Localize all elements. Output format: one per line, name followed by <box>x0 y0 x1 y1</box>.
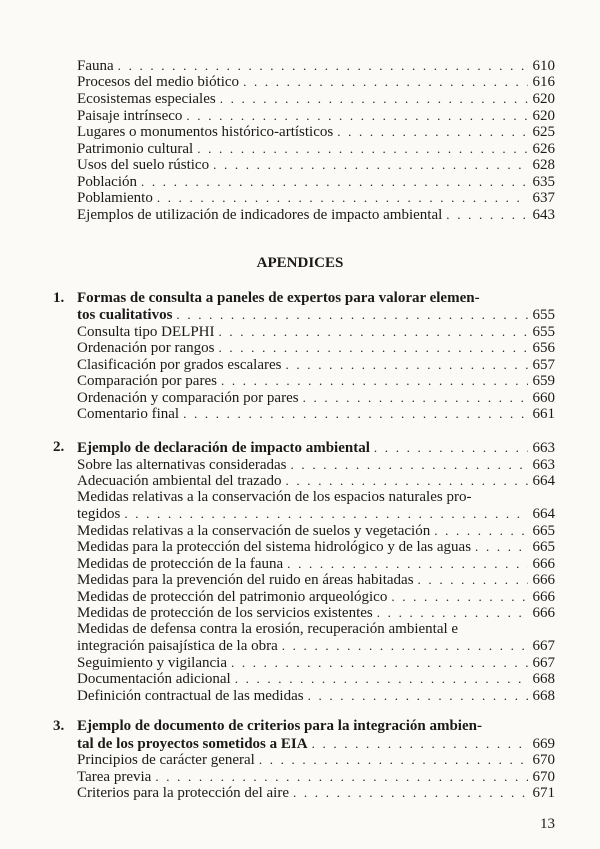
entry-title: Medidas para la protección del sistema hidrológico y de las aguas <box>77 539 472 555</box>
section-number: 2. <box>53 439 65 455</box>
entry-page: 668 <box>532 671 555 687</box>
toc-entry <box>77 784 555 801</box>
leader-dots <box>303 389 528 406</box>
entry-page: 667 <box>532 638 555 654</box>
entry-page: 663 <box>532 457 555 473</box>
toc-entry <box>77 173 555 190</box>
toc-entry <box>77 670 555 687</box>
entry-title: Ordenación por rangos <box>77 340 215 356</box>
entry-title: tos cualitativos <box>77 307 173 323</box>
entry-title: Medidas de protección de los servicios existentes <box>77 605 373 621</box>
entry-page: 663 <box>532 440 555 456</box>
toc-entry <box>77 339 555 356</box>
leader-dots <box>446 206 528 223</box>
entry-title: Comentario final <box>77 406 180 422</box>
toc-entry <box>77 687 555 704</box>
leader-dots <box>213 156 528 173</box>
entry-title: Lugares o monumentos histórico-artísticos <box>77 124 334 140</box>
leader-dots <box>231 654 528 671</box>
leader-dots <box>186 107 528 124</box>
entry-title: Sobre las alternativas consideradas <box>77 457 287 473</box>
leader-dots <box>391 588 528 605</box>
leader-dots <box>312 735 528 752</box>
entry-title: Procesos del medio biótico <box>77 74 240 90</box>
toc-entry <box>77 555 555 572</box>
entry-title: Ejemplos de utilización de indicadores de impacto ambiental <box>77 207 443 223</box>
toc-entry <box>77 206 555 223</box>
toc-entry <box>77 505 555 522</box>
entry-title: Ecosistemas especiales <box>77 91 216 107</box>
toc-entry <box>77 604 555 621</box>
entry-page: 657 <box>532 357 555 373</box>
entry-page: 661 <box>532 406 555 422</box>
leader-dots <box>286 472 529 489</box>
leader-dots <box>434 522 528 539</box>
wrapped-entry-line1: Medidas de defensa contra la erosión, recuperación ambiental e <box>77 621 459 637</box>
leader-dots <box>293 784 528 801</box>
leader-dots <box>286 356 529 373</box>
entry-title: Ordenación y comparación por pares <box>77 390 299 406</box>
entry-title: Clasificación por grados escalares <box>77 357 282 373</box>
entry-title: Definición contractual de las medidas <box>77 688 304 704</box>
leader-dots <box>377 604 528 621</box>
leader-dots <box>418 571 528 588</box>
toc-entry <box>77 323 555 340</box>
entry-title: Ejemplo de declaración de impacto ambiental <box>77 440 370 456</box>
entry-title: integración paisajística de la obra <box>77 638 278 654</box>
entry-page: 666 <box>532 605 555 621</box>
leader-dots <box>124 505 528 522</box>
leader-dots <box>220 90 528 107</box>
section-title-line1: Formas de consulta a paneles de expertos para valorar elemen- <box>77 290 480 306</box>
toc-entry <box>77 654 555 671</box>
entry-page: 610 <box>532 58 555 74</box>
entry-page: 620 <box>532 91 555 107</box>
leader-dots <box>197 140 528 157</box>
leader-dots <box>259 751 528 768</box>
leader-dots <box>287 555 528 572</box>
section-number: 3. <box>53 718 65 734</box>
toc-entry <box>77 140 555 157</box>
entry-title: Patrimonio cultural <box>77 141 194 157</box>
leader-dots <box>141 173 528 190</box>
entry-title: Tarea previa <box>77 769 152 785</box>
entry-page: 664 <box>532 473 555 489</box>
toc-entry <box>77 389 555 406</box>
entry-title: Medidas relativas a la conservación de suelos y vegetación <box>77 523 431 539</box>
entry-title: tal de los proyectos sometidos a EIA <box>77 736 308 752</box>
section-title-line1: Ejemplo de documento de criterios para la integración ambien- <box>77 718 482 734</box>
entry-title: Medidas para la prevención del ruido en áreas habitadas <box>77 572 414 588</box>
entry-page: 664 <box>532 506 555 522</box>
entry-page: 620 <box>532 108 555 124</box>
entry-page: 666 <box>532 572 555 588</box>
toc-entry <box>77 522 555 539</box>
wrapped-entry-line1: Medidas relativas a la conservación de los espacios naturales pro- <box>77 489 472 505</box>
entry-page: 670 <box>532 752 555 768</box>
toc-entry <box>77 538 555 555</box>
leader-dots <box>157 189 528 206</box>
entry-page: 667 <box>532 655 555 671</box>
entry-title: Principios de carácter general <box>77 752 255 768</box>
toc-entry <box>77 356 555 373</box>
leader-dots <box>374 439 528 456</box>
toc-entry <box>77 156 555 173</box>
section-number: 1. <box>53 290 65 306</box>
toc-entry <box>77 73 555 90</box>
leader-dots <box>219 323 529 340</box>
entry-title: Consulta tipo DELPHI <box>77 324 215 340</box>
toc-entry <box>77 472 555 489</box>
toc-entry <box>77 571 555 588</box>
entry-title: Paisaje intrínseco <box>77 108 183 124</box>
entry-title: Adecuación ambiental del trazado <box>77 473 282 489</box>
entry-title: Seguimiento y vigilancia <box>77 655 227 671</box>
entry-page: 659 <box>532 373 555 389</box>
toc-entry <box>77 57 555 74</box>
entry-page: 665 <box>532 523 555 539</box>
leader-dots <box>337 123 528 140</box>
entry-page: 656 <box>532 340 555 356</box>
entry-title: Poblamiento <box>77 190 153 206</box>
entry-page: 626 <box>532 141 555 157</box>
leader-dots <box>291 456 528 473</box>
entry-title: Medidas de protección del patrimonio arqueológico <box>77 589 388 605</box>
entry-page: 669 <box>532 736 555 752</box>
entry-page: 616 <box>532 74 555 90</box>
entry-page: 668 <box>532 688 555 704</box>
entry-title: Documentación adicional <box>77 671 231 687</box>
entry-page: 655 <box>532 324 555 340</box>
leader-dots <box>155 768 528 785</box>
toc-entry <box>77 123 555 140</box>
section-title <box>77 439 555 456</box>
leader-dots <box>235 670 528 687</box>
leader-dots <box>243 73 528 90</box>
toc-entry <box>77 189 555 206</box>
toc-entry <box>77 405 555 422</box>
leader-dots <box>475 538 528 555</box>
page-number: 13 <box>540 816 555 832</box>
toc-entry <box>77 107 555 124</box>
section-title-line2 <box>77 735 555 752</box>
entry-title: Fauna <box>77 58 114 74</box>
entry-page: 666 <box>532 589 555 605</box>
entry-page: 628 <box>532 157 555 173</box>
section-title-line2 <box>77 306 555 323</box>
toc-entry <box>77 372 555 389</box>
toc-entry <box>77 768 555 785</box>
toc-entry <box>77 456 555 473</box>
leader-dots <box>118 57 528 74</box>
entry-page: 655 <box>532 307 555 323</box>
entry-page: 660 <box>532 390 555 406</box>
entry-page: 665 <box>532 539 555 555</box>
leader-dots <box>218 339 528 356</box>
leader-dots <box>176 306 528 323</box>
entry-title: Población <box>77 174 137 190</box>
entry-page: 670 <box>532 769 555 785</box>
entry-title: Medidas de protección de la fauna <box>77 556 284 572</box>
entry-page: 637 <box>532 190 555 206</box>
toc-entry <box>77 637 555 654</box>
entry-page: 635 <box>532 174 555 190</box>
leader-dots <box>221 372 528 389</box>
entry-page: 643 <box>532 207 555 223</box>
entry-page: 625 <box>532 124 555 140</box>
toc-entry <box>77 90 555 107</box>
entry-title: Comparación por pares <box>77 373 217 389</box>
entry-page: 671 <box>532 785 555 801</box>
entry-title: Usos del suelo rústico <box>77 157 210 173</box>
entry-page: 666 <box>532 556 555 572</box>
toc-entry <box>77 588 555 605</box>
entry-title: Criterios para la protección del aire <box>77 785 289 801</box>
appendix-heading: APENDICES <box>256 255 344 271</box>
leader-dots <box>282 637 528 654</box>
entry-title: tegidos <box>77 506 121 522</box>
leader-dots <box>308 687 528 704</box>
toc-entry <box>77 751 555 768</box>
leader-dots <box>183 405 528 422</box>
